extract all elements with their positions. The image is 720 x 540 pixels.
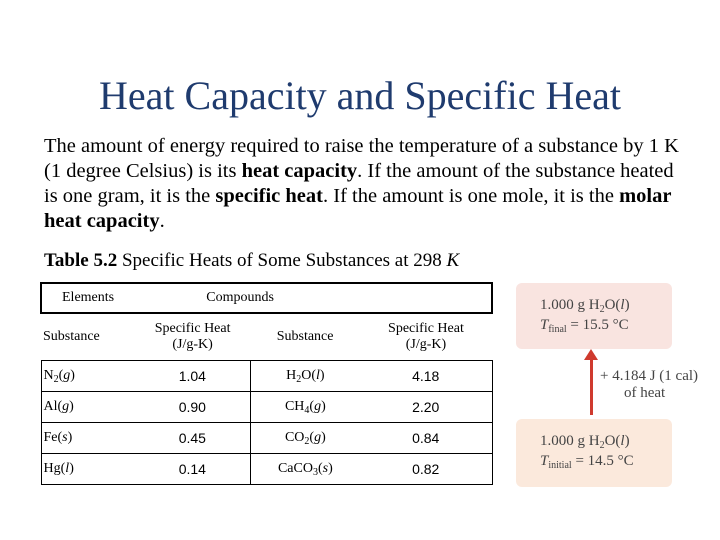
header-specific-heat: Specific Heat (J/g-K)	[154, 321, 231, 352]
slide-title: Heat Capacity and Specific Heat	[99, 73, 621, 118]
heating-diagram	[512, 277, 699, 490]
compound-value: 2.20	[360, 392, 492, 423]
group-compounds: Compounds	[250, 283, 492, 313]
paragraph-text: . If the amount of the substance heated is one gram, it is the	[44, 160, 674, 207]
table-number: Table 5.2	[44, 250, 118, 271]
element-cell: Fe(s)	[41, 423, 135, 454]
table-row	[41, 423, 492, 454]
paragraph-text: .	[159, 210, 165, 232]
caption-text: Specific Heats of Some Substances at 298	[117, 250, 447, 271]
paragraph-text: The amount of energy required to raise the temperature of a substance by 1 K (1 degree Celsius) is its	[44, 135, 679, 182]
group-elements: Elements	[41, 283, 250, 313]
compound-value: 0.82	[360, 454, 492, 485]
initial-mass-label: 1.000 g $H_2O(l)$	[540, 433, 630, 451]
compound-value: 0.84	[360, 423, 492, 454]
definition-paragraph	[44, 134, 684, 234]
header-specific-heat: Specific Heat (J/g-K)	[388, 321, 464, 352]
compound-cell: $H_2O(l)$	[250, 361, 360, 392]
arrow-shaft	[590, 357, 593, 415]
term-molar-heat-capacity: molar heat capacity	[44, 185, 672, 232]
compound-cell: $CH_4(g)$	[250, 392, 360, 423]
element-value: 0.14	[135, 454, 250, 485]
specific-heat-table	[40, 282, 493, 485]
compound-value: 4.18	[360, 361, 492, 392]
element-value: 0.45	[135, 423, 250, 454]
table-caption	[44, 250, 459, 272]
heat-added-label: + 4.184 J (1 cal)	[600, 368, 699, 384]
final-temperature-label: $T_{final} = 15.5$ °C	[540, 317, 629, 335]
element-value: 1.04	[135, 361, 250, 392]
final-state-box	[516, 283, 672, 349]
header-substance: Substance	[276, 329, 334, 344]
element-cell: $N_2(g)$	[41, 361, 135, 392]
term-heat-capacity: heat capacity	[241, 160, 358, 182]
initial-state-box	[516, 419, 672, 487]
compound-cell: CaCO$_3$(s)	[250, 454, 360, 485]
term-specific-heat: specific heat	[215, 185, 323, 207]
table-row	[41, 361, 492, 392]
paragraph-text: . If the amount is one mole, it is the	[323, 185, 620, 207]
element-cell: Al(g)	[41, 392, 135, 423]
element-cell: Hg(l)	[41, 454, 135, 485]
header-substance: Substance	[43, 329, 100, 344]
table-row	[41, 454, 492, 485]
caption-unit: K	[446, 250, 460, 271]
heat-added-label-2: of heat	[624, 385, 666, 401]
initial-temperature-label: $T_{initial} = 14.5$ °C	[540, 453, 634, 471]
element-value: 0.90	[135, 392, 250, 423]
compound-cell: $CO_2(g)$	[250, 423, 360, 454]
final-mass-label: 1.000 g $H_2O(l)$	[540, 297, 630, 315]
group-header-row	[41, 283, 492, 313]
table-row	[41, 392, 492, 423]
column-header-row	[41, 313, 492, 361]
